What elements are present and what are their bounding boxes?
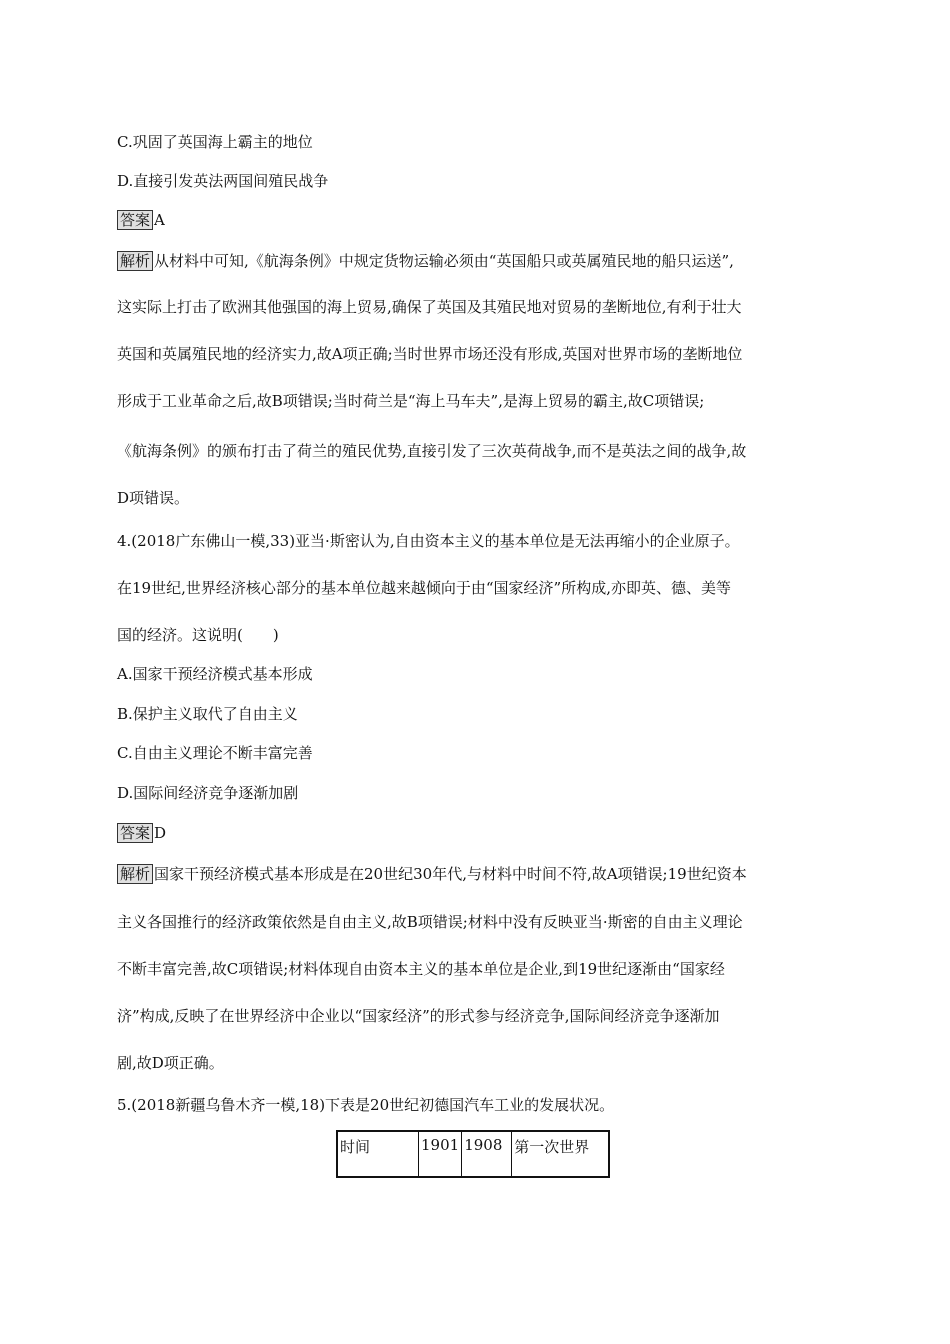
analysis-text: 国家干预经济模式基本形成是在20世纪30年代,与材料中时间不符,故A项错误;19世纪资本 [154, 865, 747, 883]
q4-analysis-line: 济”构成,反映了在世界经济中企业以“国家经济”的形式参与经济竞争,国际间经济竞争逐渐加 [117, 1007, 720, 1025]
q3-analysis-line: 这实际上打击了欧洲其他强国的海上贸易,确保了英国及其殖民地对贸易的垄断地位,有利于壮大 [117, 298, 742, 316]
q4-option-c: C.自由主义理论不断丰富完善 [117, 744, 313, 762]
analysis-tag: 解析 [117, 864, 153, 884]
q5-stem: 5.(2018新疆乌鲁木齐一模,18)下表是20世纪初德国汽车工业的发展状况。 [117, 1096, 615, 1114]
q3-option-d: D.直接引发英法两国间殖民战争 [117, 172, 329, 190]
table-header-cell: 时间 [337, 1131, 419, 1177]
q4-analysis-line: 剧,故D项正确。 [117, 1054, 224, 1072]
table-header-cell: 1908 [462, 1131, 512, 1177]
q4-answer [117, 823, 166, 843]
answer-tag: 答案 [117, 210, 153, 230]
q4-analysis-line [117, 864, 747, 884]
table-header-cell: 第一次世界 [512, 1131, 610, 1177]
q4-stem-line: 国的经济。这说明( ) [117, 626, 279, 644]
table-header-cell: 1901 [419, 1131, 462, 1177]
analysis-text: 从材料中可知,《航海条例》中规定货物运输必须由“英国船只或英属殖民地的船只运送”, [154, 252, 734, 270]
q4-option-d: D.国际间经济竞争逐渐加剧 [117, 784, 299, 802]
answer-value: A [154, 211, 165, 229]
q4-option-a: A.国家干预经济模式基本形成 [117, 665, 313, 683]
q4-analysis-line: 不断丰富完善,故C项错误;材料体现自由资本主义的基本单位是企业,到19世纪逐渐由“国家经 [117, 960, 725, 978]
answer-value: D [154, 824, 167, 842]
q3-answer [117, 210, 165, 230]
q4-stem-line: 4.(2018广东佛山一模,33)亚当·斯密认为,自由资本主义的基本单位是无法再缩小的企业原子。 [117, 532, 740, 550]
q4-analysis-line: 主义各国推行的经济政策依然是自由主义,故B项错误;材料中没有反映亚当·斯密的自由主义理论 [117, 913, 743, 931]
q3-option-c: C.巩固了英国海上霸主的地位 [117, 133, 313, 151]
table-row [337, 1131, 609, 1177]
q5-table [336, 1130, 610, 1178]
q3-analysis-line: D项错误。 [117, 489, 190, 507]
q3-analysis-line: 形成于工业革命之后,故B项错误;当时荷兰是“海上马车夫”,是海上贸易的霸主,故C项错误; [117, 392, 705, 410]
q3-analysis-line [117, 251, 734, 271]
q3-analysis-line: 《航海条例》的颁布打击了荷兰的殖民优势,直接引发了三次英荷战争,而不是英法之间的战争,故 [117, 442, 747, 460]
q3-analysis-line: 英国和英属殖民地的经济实力,故A项正确;当时世界市场还没有形成,英国对世界市场的垄断地位 [117, 345, 743, 363]
answer-tag: 答案 [117, 823, 153, 843]
analysis-tag: 解析 [117, 251, 153, 271]
q4-option-b: B.保护主义取代了自由主义 [117, 705, 298, 723]
q4-stem-line: 在19世纪,世界经济核心部分的基本单位越来越倾向于由“国家经济”所构成,亦即英、德、美等 [117, 579, 731, 597]
